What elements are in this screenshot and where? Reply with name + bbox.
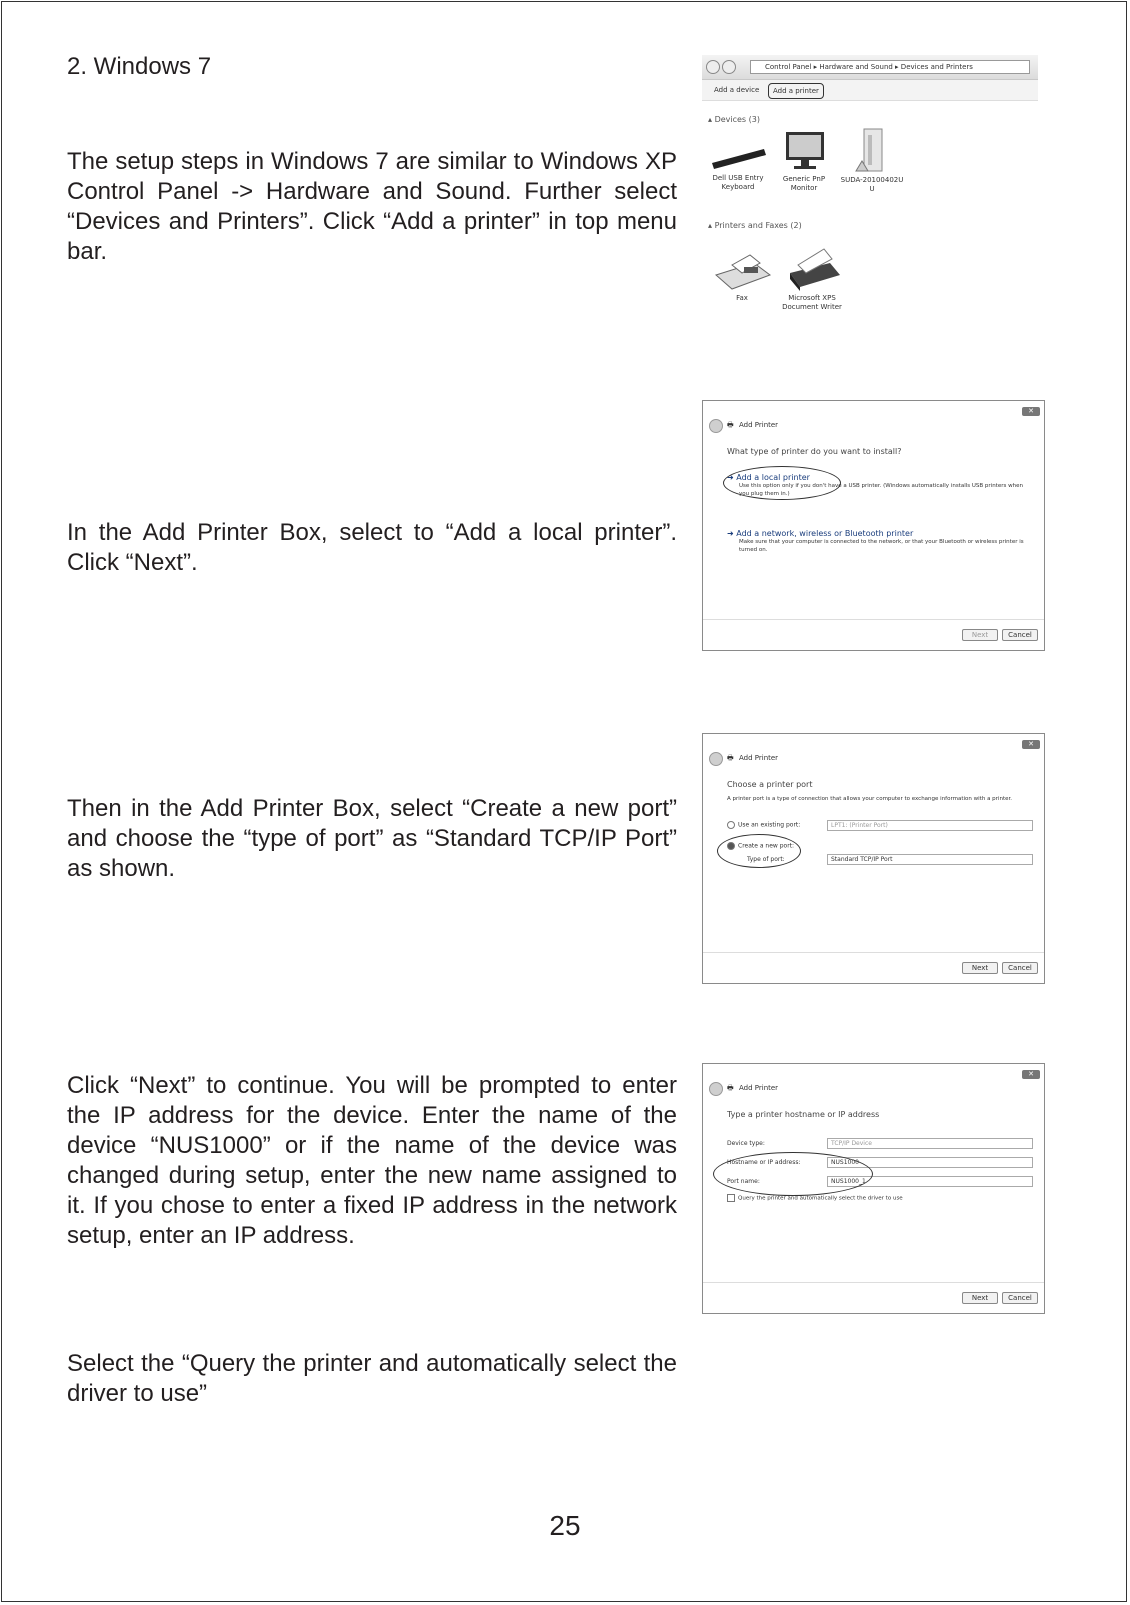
- option-network-title: ➜ Add a network, wireless or Bluetooth printer: [727, 529, 914, 538]
- window-title: Add Printer: [739, 421, 779, 429]
- option-local-desc: Use this option only if you don't have a USB printer. (Windows automatically installs USB printers when you plug them in.): [739, 483, 1023, 497]
- device-label: Dell USB Entry Keyboard: [712, 174, 764, 191]
- dialog-heading: Type a printer hostname or IP address: [727, 1110, 880, 1119]
- devices-printers-screenshot: [702, 55, 1038, 323]
- port-name-label: Port name:: [727, 1178, 760, 1185]
- hostname-ip-screenshot: [702, 1063, 1045, 1314]
- device-label: SUDA-20100402U U: [840, 176, 904, 193]
- existing-port-select[interactable]: LPT1: (Printer Port): [827, 820, 1033, 831]
- printer-fax[interactable]: [710, 245, 774, 303]
- printer-xps[interactable]: [780, 243, 844, 312]
- window-title: Add Printer: [739, 1084, 779, 1092]
- footer-divider: [703, 619, 1044, 620]
- device-keyboard[interactable]: [706, 135, 770, 192]
- cancel-button[interactable]: Cancel: [1002, 1292, 1038, 1304]
- next-button[interactable]: Next: [962, 629, 998, 641]
- back-icon[interactable]: [706, 60, 720, 74]
- window-title: Add Printer: [739, 754, 779, 762]
- footer-divider: [703, 952, 1044, 953]
- address-bar[interactable]: Control Panel ▸ Hardware and Sound ▸ Devices and Printers: [750, 60, 1030, 74]
- drive-icon: [840, 127, 904, 173]
- highlight-oval: [713, 1152, 873, 1196]
- paragraph-create-port: Then in the Add Printer Box, select “Create a new port” and choose the “type of port” as “Standard TCP/IP Port” as shown.: [67, 795, 677, 882]
- command-bar: [702, 80, 1038, 101]
- cancel-button[interactable]: Cancel: [1002, 962, 1038, 974]
- arrow-icon: ➜: [727, 473, 737, 482]
- back-arrow-icon[interactable]: [709, 419, 723, 433]
- close-icon[interactable]: ✕: [1022, 407, 1040, 416]
- keyboard-icon: [706, 135, 770, 171]
- explorer-toolbar: [702, 55, 1038, 80]
- printer-small-icon: 🖶: [727, 754, 734, 762]
- printer-icon: [780, 243, 844, 291]
- devices-group-header: ▴ Devices (3): [708, 115, 760, 124]
- highlight-oval: [723, 466, 841, 500]
- arrow-icon: ➜: [727, 529, 737, 538]
- paragraph-ip-address: Click “Next” to continue. You will be prompted to enter the IP address for the device. Enter the name of the device “NUS1000” or if the name of the device was changed during setup, enter the new name assigned to it. If you chose to enter a fixed IP address in the network setup, enter an IP address.: [67, 1072, 677, 1249]
- existing-port-radio[interactable]: Use an existing port:: [727, 821, 800, 829]
- forward-icon[interactable]: [722, 60, 736, 74]
- printer-small-icon: 🖶: [727, 421, 734, 429]
- next-button[interactable]: Next: [962, 962, 998, 974]
- port-type-select[interactable]: Standard TCP/IP Port: [827, 854, 1033, 865]
- hostname-input[interactable]: NUS1000: [827, 1157, 1033, 1168]
- fax-icon: [710, 245, 774, 291]
- paragraph-intro: The setup steps in Windows 7 are similar to Windows XP Control Panel -> Hardware and Sound. Further select “Devices and Printers”. Click “Add a printer” in top menu bar.: [67, 148, 677, 265]
- port-type-label: Type of port:: [747, 856, 785, 863]
- dialog-description: A printer port is a type of connection that allows your computer to exchange information with a printer.: [727, 796, 1012, 802]
- device-monitor[interactable]: [772, 130, 836, 193]
- hostname-label: Hostname or IP address:: [727, 1159, 801, 1166]
- paragraph-add-local: In the Add Printer Box, select to “Add a local printer”. Click “Next”.: [67, 519, 677, 576]
- dialog-heading: Choose a printer port: [727, 780, 813, 789]
- footer-divider: [703, 1282, 1044, 1283]
- device-label: Generic PnP Monitor: [782, 175, 826, 192]
- option-network-printer[interactable]: [727, 529, 1027, 554]
- choose-port-screenshot: [702, 733, 1045, 984]
- add-printer-button[interactable]: Add a printer: [768, 83, 824, 99]
- monitor-icon: [772, 130, 836, 172]
- add-device-button[interactable]: Add a device: [714, 86, 760, 94]
- create-port-radio[interactable]: Create a new port:: [727, 842, 794, 850]
- printers-group-header: ▴ Printers and Faxes (2): [708, 221, 802, 230]
- port-name-input[interactable]: NUS1000_1: [827, 1176, 1033, 1187]
- printer-label: Microsoft XPS Document Writer: [782, 294, 842, 311]
- device-usb-drive[interactable]: [840, 127, 904, 194]
- back-arrow-icon[interactable]: [709, 1082, 723, 1096]
- page-number: 25: [549, 1510, 581, 1541]
- dialog-question: What type of printer do you want to install?: [727, 447, 902, 456]
- add-printer-type-screenshot: [702, 400, 1045, 651]
- device-type-select[interactable]: TCP/IP Device: [827, 1138, 1033, 1149]
- next-button[interactable]: Next: [962, 1292, 998, 1304]
- option-network-desc: Make sure that your computer is connected to the network, or that your Bluetooth or wireless printer is turned on.: [739, 539, 1024, 553]
- close-icon[interactable]: ✕: [1022, 1070, 1040, 1079]
- cancel-button[interactable]: Cancel: [1002, 629, 1038, 641]
- radio-icon: [727, 821, 735, 829]
- query-printer-checkbox[interactable]: Query the printer and automatically select the driver to use: [727, 1194, 903, 1202]
- close-icon[interactable]: ✕: [1022, 740, 1040, 749]
- highlight-oval: [717, 834, 801, 868]
- printer-label: Fax: [736, 294, 748, 302]
- device-type-label: Device type:: [727, 1140, 765, 1147]
- back-arrow-icon[interactable]: [709, 752, 723, 766]
- checkbox-icon: [727, 1194, 735, 1202]
- printer-small-icon: 🖶: [727, 1084, 734, 1092]
- paragraph-query-driver: Select the “Query the printer and automatically select the driver to use”: [67, 1350, 677, 1407]
- option-local-title: ➜ Add a local printer: [727, 473, 810, 482]
- section-heading: 2. Windows 7: [67, 53, 212, 80]
